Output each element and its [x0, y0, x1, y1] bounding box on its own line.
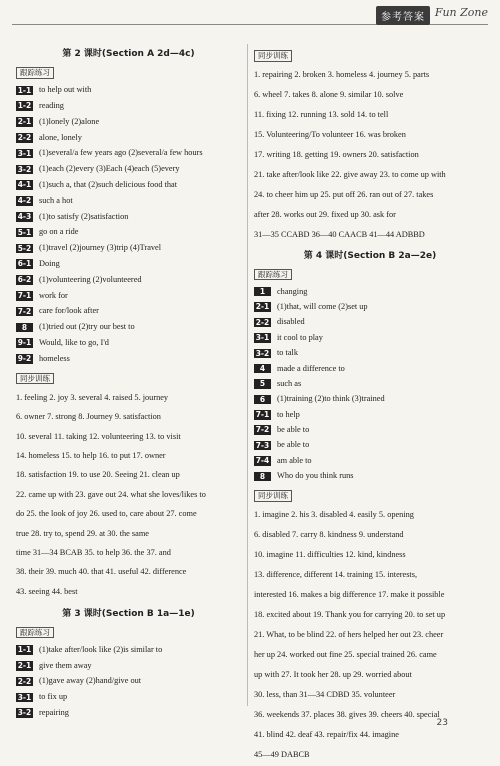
answer-row	[16, 256, 241, 272]
column-divider	[247, 44, 248, 706]
answer-text: (1)several/a few years ago (2)several/a few hours	[39, 148, 203, 158]
tracking-practice-label-2: 跟踪练习	[16, 627, 54, 639]
sync-practice-list-lesson-3	[254, 66, 486, 246]
answer-line: true 28. try to, spend 29. at 30. the same	[16, 528, 149, 538]
answer-row	[16, 98, 241, 114]
answer-text: work for	[39, 290, 68, 300]
answer-text: go on a ride	[39, 227, 79, 237]
answer-row	[254, 392, 486, 407]
answer-row	[254, 423, 486, 438]
answer-line: 22. came up with 23. gave out 24. what she loves/likes to	[16, 489, 206, 499]
question-number-tag: 3-2	[255, 348, 270, 358]
sync-practice-label: 同步训练	[16, 373, 54, 385]
answer-line: 14. homeless 15. to help 16. to put 17. owner	[16, 451, 166, 461]
answer-line: after 28. works out 29. fixed up 30. ask for	[254, 210, 396, 220]
question-number-tag: 5-1	[17, 227, 32, 237]
answer-row	[254, 284, 486, 299]
answer-row	[16, 335, 241, 351]
answer-row	[16, 146, 241, 162]
answer-row	[16, 642, 241, 658]
sync-practice-list	[16, 388, 241, 601]
answer-line: 10. imagine 11. difficulties 12. kind, kindness	[254, 550, 406, 560]
tracking-practice-list	[16, 83, 241, 367]
answer-line: 6. owner 7. strong 8. Journey 9. satisfaction	[16, 412, 161, 422]
answer-row	[254, 346, 486, 361]
answer-text: to help	[277, 409, 300, 419]
answer-row	[16, 272, 241, 288]
answer-line: 45—49 DABCB	[254, 750, 310, 760]
question-number-tag: 2-2	[17, 133, 32, 143]
tracking-practice-list-lesson-4	[254, 284, 486, 484]
question-number-tag: 5-2	[17, 243, 32, 253]
question-number-tag: 7-4	[255, 456, 270, 466]
answer-row	[16, 288, 241, 304]
question-number-tag: 4	[254, 364, 271, 374]
tracking-practice-list-2	[16, 642, 241, 721]
question-number-tag: 3-2	[17, 164, 32, 174]
answer-text: be able to	[277, 440, 310, 450]
section-title-lesson-4: 第 4 课时(Section B 2a—2e)	[303, 250, 437, 261]
question-number-tag: 4-3	[17, 212, 32, 222]
answer-line: time 31—34 BCAB 35. to help 36. the 37. and	[16, 548, 171, 558]
question-number-tag: 2-1	[17, 117, 32, 127]
question-number-tag: 6	[254, 395, 271, 405]
answer-line: 13. difference, different 14. training 15. interests,	[254, 570, 418, 580]
answer-row	[16, 177, 241, 193]
answer-text: (1)gave away (2)hand/give out	[39, 676, 142, 686]
question-number-tag: 3-2	[17, 708, 32, 718]
question-number-tag: 4-1	[17, 180, 32, 190]
answer-row	[16, 351, 241, 367]
answer-text: such a hot	[39, 195, 73, 205]
answer-line: 11. fixing 12. running 13. sold 14. to tell	[254, 110, 389, 120]
sync-practice-label-lesson-3: 同步训练	[254, 50, 292, 62]
answer-text: alone, lonely	[39, 132, 82, 142]
left-column	[16, 48, 241, 721]
answer-text: (1)take after/look like (2)is similar to	[39, 644, 163, 654]
question-number-tag: 2-1	[255, 302, 270, 312]
question-number-tag: 1-1	[17, 645, 32, 655]
answer-row	[254, 299, 486, 314]
answer-row	[16, 209, 241, 225]
question-number-tag: 1-2	[17, 101, 32, 111]
answer-line: 36. weekends 37. places 38. gives 39. cheers 40. special	[254, 710, 440, 720]
answer-line: 17. writing 18. getting 19. owners 20. satisfaction	[254, 150, 419, 160]
question-number-tag: 7-1	[17, 291, 32, 300]
answer-row	[16, 304, 241, 320]
answer-text: (1)such a, that (2)such delicious food that	[39, 180, 178, 190]
answer-row	[254, 469, 486, 484]
answer-text: reading	[39, 101, 64, 111]
answer-line: 30. less, than 31—34 CDBD 35. volunteer	[254, 690, 396, 700]
answer-row	[16, 83, 241, 99]
answer-line: 18. satisfaction 19. to use 20. Seeing 21. clean up	[16, 470, 180, 480]
answer-text: to fix up	[39, 692, 68, 702]
answer-text: Would, like to go, I'd	[39, 338, 109, 347]
answer-row	[16, 319, 241, 335]
answer-text: repairing	[39, 708, 69, 718]
tracking-practice-label: 跟踪练习	[16, 67, 54, 79]
answer-text: care for/look after	[39, 306, 99, 316]
answer-line: 1. imagine 2. his 3. disabled 4. easily 5. opening	[254, 510, 414, 520]
question-number-tag: 7-2	[17, 306, 32, 316]
answer-text: made a difference to	[277, 363, 345, 373]
answer-row	[254, 330, 486, 345]
answer-row	[254, 361, 486, 376]
question-number-tag: 4-2	[17, 196, 32, 206]
answer-line: 18. excited about 19. Thank you for carrying 20. to set up	[254, 610, 446, 620]
answer-row	[16, 225, 241, 241]
answer-row	[254, 453, 486, 468]
answer-row	[16, 240, 241, 256]
brand-logo: Fun Zone	[434, 6, 488, 19]
answer-text: Doing	[39, 259, 60, 269]
section-title-lesson-3: 第 3 课时(Section B 1a—1e)	[62, 608, 195, 619]
sync-practice-label-lesson-4: 同步训练	[254, 490, 292, 502]
question-number-tag: 6-2	[17, 275, 32, 285]
answer-row	[16, 674, 241, 690]
question-number-tag: 1	[254, 287, 271, 297]
answer-text: (1)travel (2)journey (3)trip (4)Travel	[39, 243, 162, 253]
answer-line: 6. wheel 7. takes 8. alone 9. similar 10. solve	[254, 90, 404, 100]
answer-line: up with 27. It took her 28. up 29. worried about	[254, 670, 412, 680]
answer-text: it cool to play	[277, 332, 323, 342]
answer-line: 15. Volunteering/To volunteer 16. was broken	[254, 130, 406, 140]
question-number-tag: 7-3	[255, 440, 270, 450]
answer-text: to help out with	[39, 85, 92, 95]
answer-line: 1. repairing 2. broken 3. homeless 4. journey 5. parts	[254, 70, 430, 80]
answer-text: Who do you think runs	[277, 471, 354, 481]
answer-line: 1. feeling 2. joy 3. several 4. raised 5. journey	[16, 392, 169, 402]
question-number-tag: 7-2	[255, 425, 270, 435]
answer-text: give them away	[39, 660, 92, 670]
answer-row	[254, 407, 486, 422]
answer-row	[16, 161, 241, 177]
answer-row	[254, 315, 486, 330]
answer-text: (1)each (2)every (3)Each (4)each (5)every	[39, 164, 180, 174]
answer-line: 38. their 39. much 40. that 41. useful 42. difference	[16, 567, 187, 577]
question-number-tag: 3-1	[17, 692, 32, 702]
question-number-tag: 3-1	[17, 148, 32, 158]
answer-text: changing	[277, 286, 308, 296]
question-number-tag: 2-2	[255, 317, 270, 327]
answer-text: to talk	[277, 348, 298, 358]
answer-text: (1)that, will come (2)set up	[277, 301, 368, 311]
section-title-lesson-2: 第 2 课时(Section A 2d—4c)	[62, 49, 195, 59]
answer-row	[16, 705, 241, 721]
question-number-tag: 1-1	[17, 85, 32, 95]
answer-row	[16, 690, 241, 706]
answer-line: 43. seeing 44. best	[16, 586, 78, 596]
answer-key-badge: 参考答案	[376, 6, 430, 25]
answer-text: (1)tried out (2)try our best to	[39, 322, 135, 332]
right-column	[254, 48, 486, 766]
answer-text: am able to	[277, 455, 312, 465]
answer-line: 31—35 CCABD 36—40 CAACB 41—44 ADBBD	[254, 230, 425, 240]
answer-row	[16, 193, 241, 209]
answer-line: her up 24. worked out fine 25. special trained 26. came	[254, 650, 437, 660]
answer-text: (1)lonely (2)alone	[39, 116, 100, 126]
answer-row	[254, 438, 486, 453]
sync-practice-list-lesson-4	[254, 506, 486, 766]
answer-row	[16, 130, 241, 146]
question-number-tag: 8	[16, 323, 33, 333]
answer-text: such as	[277, 378, 302, 388]
question-number-tag: 8	[254, 472, 271, 482]
question-number-tag: 5	[254, 379, 271, 389]
answer-row	[16, 114, 241, 130]
answer-line: 41. blind 42. deaf 43. repair/fix 44. imagine	[254, 730, 399, 740]
answer-text: homeless	[39, 353, 70, 363]
question-number-tag: 3-1	[255, 333, 270, 343]
question-number-tag: 2-1	[17, 661, 32, 671]
answer-line: 6. disabled 7. carry 8. kindness 9. understand	[254, 530, 404, 540]
answer-text: be able to	[277, 425, 310, 435]
answer-text: (1)training (2)to think (3)trained	[277, 394, 385, 404]
answer-line: do 25. the look of joy 26. used to, care about 27. come	[16, 509, 197, 519]
answer-text: disabled	[277, 317, 305, 327]
answer-line: interested 16. makes a big difference 17. make it possible	[254, 590, 445, 600]
question-number-tag: 7-1	[255, 410, 270, 420]
answer-row	[16, 658, 241, 674]
page-header	[0, 0, 500, 40]
answer-text: (1)volunteering (2)volunteered	[39, 274, 142, 284]
question-number-tag: 6-1	[17, 259, 32, 269]
question-number-tag: 9-1	[17, 338, 32, 348]
answer-row	[254, 376, 486, 391]
answer-line: 10. several 11. taking 12. volunteering 13. to visit	[16, 431, 181, 441]
question-number-tag: 2-2	[17, 676, 32, 686]
answer-text: (1)to satisfy (2)satisfaction	[39, 211, 129, 221]
question-number-tag: 9-2	[17, 354, 32, 364]
answer-line: 24. to cheer him up 25. put off 26. ran out of 27. takes	[254, 190, 434, 200]
tracking-practice-label-lesson-4: 跟踪练习	[254, 269, 292, 281]
page-number: 23	[436, 718, 448, 728]
answer-line: 21. take after/look like 22. give away 23. to come up with	[254, 170, 446, 180]
answer-line: 21. What, to be blind 22. of hers helped her out 23. cheer	[254, 630, 444, 640]
